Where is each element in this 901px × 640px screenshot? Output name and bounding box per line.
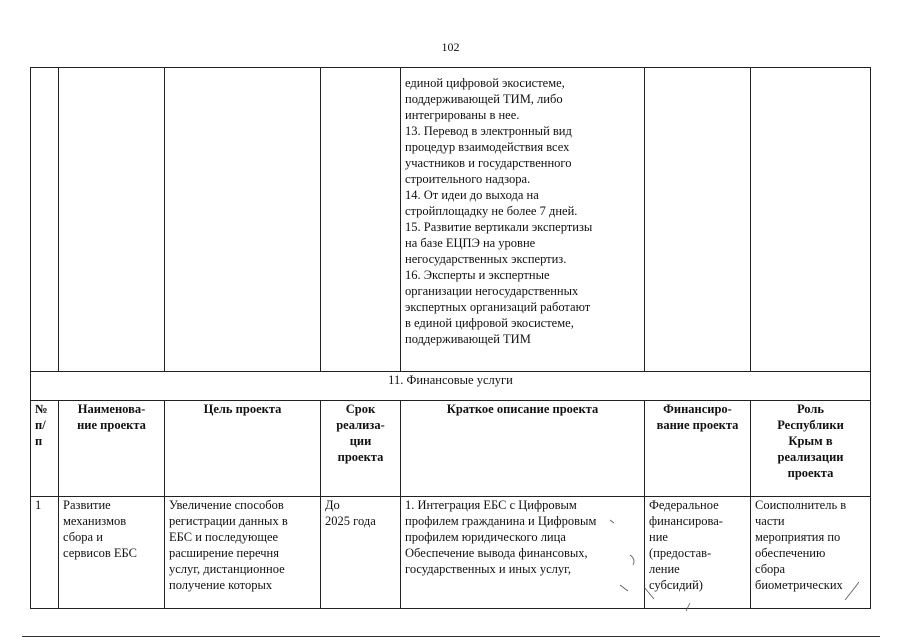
continuation-cell-role [751, 68, 871, 372]
page-bottom-rule [22, 636, 880, 637]
continuation-description-text: единой цифровой экосистеме, поддерживающей ТИМ, либо интегрированы в нее. 13. Перевод в электронный вид процедур взаимодействия всех участников и государственного строительного надзора. 14. От идеи до выхода на стройплощадку не более 7 дней. 15. Развитие вертикали экспертизы на базе ЕЦПЭ на уровне негосударственных экспертиз. 16. Эксперты и экспертные организации негосударственных экспертных организаций работают в единой цифровой экосистеме, поддерживающей ТИМ [405, 76, 593, 346]
continuation-cell-name [59, 68, 165, 372]
row-project-term: До 2025 года [321, 497, 401, 609]
continuation-row [31, 68, 871, 372]
column-header-goal: Цель проекта [165, 401, 321, 497]
row-project-funding: Федеральное финансирова- ние (предостав- ление субсидий) [645, 497, 751, 609]
continuation-cell-num [31, 68, 59, 372]
continuation-cell-term [321, 68, 401, 372]
column-header-funding: Финансиро- вание проекта [645, 401, 751, 497]
continuation-cell-funding [645, 68, 751, 372]
row-project-role: Соисполнитель в части мероприятия по обеспечению сбора биометрических [751, 497, 871, 609]
row-project-name: Развитие механизмов сбора и сервисов ЕБС [59, 497, 165, 609]
row-project-description: 1. Интеграция ЕБС с Цифровым профилем гражданина и Цифровым профилем юридического лица Обеспечение вывода финансовых, государственных и иных услуг, [401, 497, 645, 609]
continuation-cell-goal [165, 68, 321, 372]
row-number: 1 [31, 497, 59, 609]
column-header-role: Роль Республики Крым в реализации проекта [751, 401, 871, 497]
row-project-goal: Увеличение способов регистрации данных в ЕБС и последующее расширение перечня услуг, дистанционное получение которых [165, 497, 321, 609]
column-header-name: Наименова- ние проекта [59, 401, 165, 497]
page-number: 102 [441, 40, 460, 54]
table-header-row [31, 401, 871, 497]
pen-marks [600, 515, 740, 615]
column-header-term: Срок реализа- ции проекта [321, 401, 401, 497]
column-header-number: № п/ п [31, 401, 59, 497]
section-heading-row [31, 372, 871, 401]
continuation-cell-description [401, 68, 645, 372]
column-header-description: Краткое описание проекта [401, 401, 645, 497]
projects-table [30, 67, 871, 609]
section-title: 11. Финансовые услуги [31, 372, 871, 401]
table-row [31, 497, 871, 609]
pen-scribble [840, 575, 870, 605]
